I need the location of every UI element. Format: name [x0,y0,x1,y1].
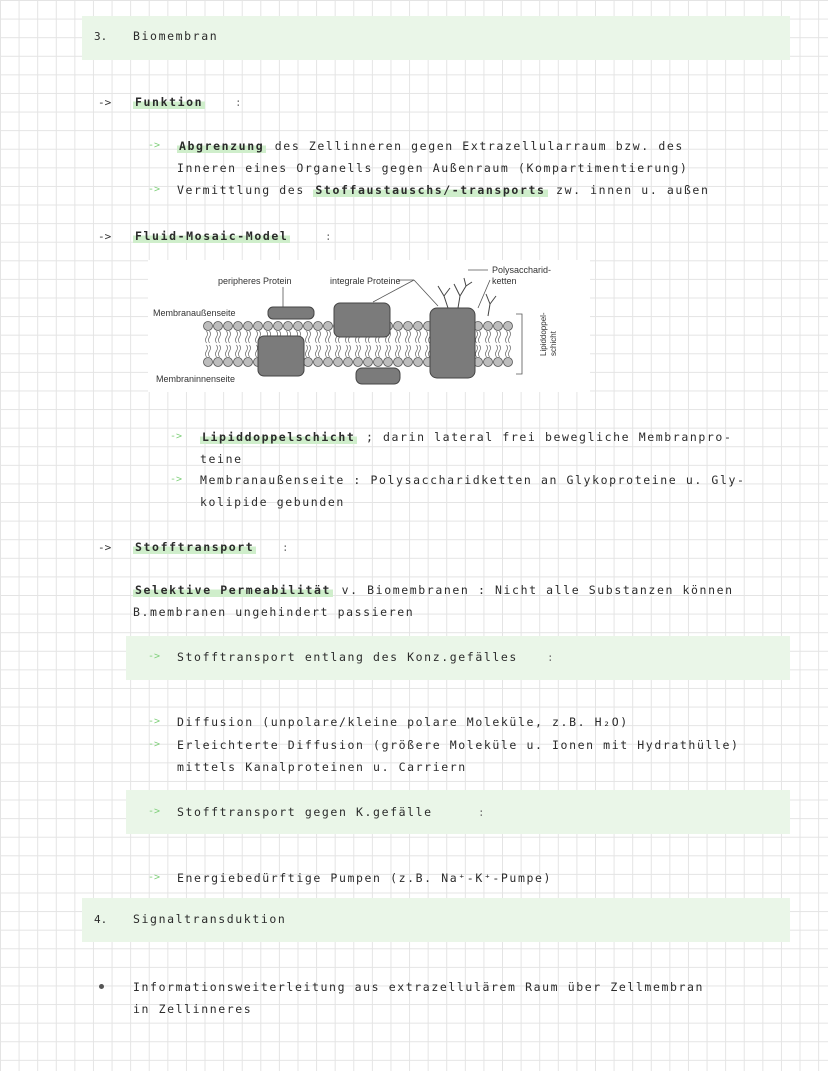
lipid-tail [359,345,361,357]
lipid-tail [366,345,368,357]
lipid-tail [419,331,421,343]
funktion-line-1: Abgrenzung des Zellinneren gegen Extrazellularraum bzw. des [179,139,684,153]
arrow-icon: -> [98,541,112,554]
lipid-head [404,358,413,367]
lipid-tail [479,331,481,343]
lipid-tail [239,345,241,357]
lipid-tail [326,345,328,357]
funktion-label: Funktion [135,95,204,109]
label-bilayer-2: schicht [549,331,558,356]
lipid-tail [216,345,218,357]
lipid-head [234,322,243,331]
lipid-head [214,358,223,367]
lipid-head [204,322,213,331]
fluid-note-3: Membranaußenseite : Polysaccharidketten an Glykoproteine u. Gly- [200,473,746,487]
sub1-item-3: mittels Kanalproteinen u. Carriern [177,760,467,774]
lipid-tail [316,345,318,357]
lipid-head [214,322,223,331]
transmembrane-protein [430,308,475,378]
peripheral-protein-bottom [356,368,400,384]
lipid-tail [379,345,381,357]
colon: : [282,541,289,554]
lipid-tail [346,345,348,357]
arrow-icon: -> [148,140,161,151]
lipid-tail [409,345,411,357]
lipid-tail [206,331,208,343]
lipid-head [244,322,253,331]
label-integral-proteins: integrale Proteine [330,276,401,286]
label-polysaccharid-1: Polysaccharid- [492,265,552,275]
lipid-tail [496,345,498,357]
lipid-tail [326,331,328,343]
lipid-tail [316,331,318,343]
colon: : [478,806,485,819]
lipid-tail [369,345,371,357]
lipid-tail [499,331,501,343]
lipid-tail [386,345,388,357]
lipid-head [484,358,493,367]
funktion-line-2: Inneren eines Organells gegen Außenraum (Kompartimentierung) [177,161,689,175]
lipid-head [494,358,503,367]
lipid-head [304,322,313,331]
lipid-tail [219,345,221,357]
colon: : [325,230,332,243]
lipid-tail [426,345,428,357]
lipid-tail [396,345,398,357]
lipid-tail [489,345,491,357]
lipid-tail [256,331,258,343]
lipid-head [414,322,423,331]
lipid-head [224,358,233,367]
fluid-note-4: kolipide gebunden [200,495,345,509]
lipid-tail [236,331,238,343]
section-4-title: Signaltransduktion [133,912,287,926]
lipid-tail [309,345,311,357]
lipid-head [244,358,253,367]
arrow-icon: -> [170,431,183,442]
peripheral-protein-top [268,307,314,319]
lipid-tail [486,331,488,343]
section-3-number: 3. [94,30,108,43]
lipid-head [364,358,373,367]
lipid-head [294,322,303,331]
arrow-icon: -> [148,716,161,727]
arrow-icon: -> [148,651,161,662]
signal-line-2: in Zellinneres [133,1002,253,1016]
lipid-tail [476,331,478,343]
lipid-tail [409,331,411,343]
lipid-head [204,358,213,367]
lipid-tail [406,331,408,343]
lipid-tail [399,331,401,343]
lipid-tail [206,345,208,357]
stofftransport-label: Stofftransport [135,540,255,554]
lipid-head [224,322,233,331]
membrane-diagram [148,260,590,392]
lipid-tail [506,345,508,357]
proteins [258,303,475,384]
lipid-tail [329,345,331,357]
lipid-tail [509,331,511,343]
lipid-tail [236,345,238,357]
lipid-head [494,322,503,331]
lipid-tail [399,345,401,357]
lipid-tail [256,345,258,357]
fluid-note-1: Lipiddoppelschicht ; darin lateral frei bewegliche Membranpro- [202,430,733,444]
lipid-tail [246,331,248,343]
fluid-note-2: teine [200,452,243,466]
lipid-tail [416,345,418,357]
lipid-head [404,322,413,331]
lipid-tail [489,331,491,343]
lipid-tail [306,331,308,343]
lipid-head [394,322,403,331]
lipid-tail [396,331,398,343]
lipid-tail [476,345,478,357]
colon: : [235,96,242,109]
lipid-tail [339,345,341,357]
lipid-head [334,358,343,367]
label-outside: Membranaußenseite [153,308,236,318]
lipid-tail [226,345,228,357]
fluid-mosaic-label: Fluid-Mosaic-Model [135,229,289,243]
lipid-head [484,322,493,331]
lipid-head [394,358,403,367]
lipid-tail [506,331,508,343]
lipid-tail [356,345,358,357]
lipid-tail [389,345,391,357]
arrow-icon: -> [98,230,112,243]
lipid-tail [319,331,321,343]
label-bilayer-1: Lipiddoppel- [539,312,548,356]
lipid-head [324,322,333,331]
integral-protein-left [258,336,304,376]
lipid-tail [216,331,218,343]
label-inside: Membraninnenseite [156,374,236,384]
lipid-tail [376,345,378,357]
stofftransport-intro-1: Selektive Permeabilität v. Biomembranen : Nicht alle Substanzen können [135,583,734,597]
funktion-line-3: Vermittlung des Stoffaustauschs/-transports zw. innen u. außen [177,183,710,197]
lipid-tail [249,331,251,343]
lipid-tail [246,345,248,357]
lipid-head [264,322,273,331]
label-polysaccharid-2: ketten [492,276,517,286]
lipid-head [374,358,383,367]
lipid-tail [509,345,511,357]
section-3-title: Biomembran [133,29,219,43]
arrow-icon: -> [148,872,161,883]
lipid-tail [499,345,501,357]
lipid-tail [229,331,231,343]
lipid-head [504,358,513,367]
lipid-head [314,322,323,331]
lipid-head [254,322,263,331]
lipid-tail [319,345,321,357]
label-peripheral-protein: peripheres Protein [218,276,292,286]
stofftransport-intro-2: B.membranen ungehindert passieren [133,605,415,619]
signal-line-1: Informationsweiterleitung aus extrazellulärem Raum über Zellmembran [133,980,705,994]
lipid-tail [419,345,421,357]
arrow-icon: -> [98,96,112,109]
lipid-tail [416,331,418,343]
bullet-icon [99,984,104,989]
lipid-tail [306,345,308,357]
lipid-tail [209,345,211,357]
lipid-tail [479,345,481,357]
lipid-head [304,358,313,367]
subsection-2-title: Stofftransport gegen K.gefälle [177,805,433,819]
lipid-head [354,358,363,367]
lipid-tail [496,331,498,343]
sub1-item-1: Diffusion (unpolare/kleine polare Moleküle, z.B. H₂O) [177,715,629,729]
lipid-tail [406,345,408,357]
lipid-head [284,322,293,331]
lipid-tail [249,345,251,357]
lipid-head [324,358,333,367]
lipid-tail [309,331,311,343]
lipid-head [234,358,243,367]
subsection-1-title: Stofftransport entlang des Konz.gefälles [177,650,518,664]
lipid-head [504,322,513,331]
lipid-head [274,322,283,331]
lipid-head [414,358,423,367]
lipid-tail [239,331,241,343]
arrow-icon: -> [148,184,161,195]
sub1-item-2: Erleichterte Diffusion (größere Moleküle u. Ionen mit Hydrathülle) [177,738,740,752]
arrow-icon: -> [170,474,183,485]
lipid-tail [229,345,231,357]
arrow-icon: -> [148,806,161,817]
lipid-head [344,358,353,367]
integral-protein-upper [334,303,390,337]
arrow-icon: -> [148,739,161,750]
lipid-tail [226,331,228,343]
lipid-tail [336,345,338,357]
lipid-head [384,358,393,367]
lipid-tail [209,331,211,343]
lipid-tail [426,331,428,343]
lipid-tail [349,345,351,357]
section-4-number: 4. [94,913,108,926]
lipid-head [314,358,323,367]
colon: : [547,651,554,664]
lipid-tail [486,345,488,357]
sub2-item-1: Energiebedürftige Pumpen (z.B. Na⁺-K⁺-Pumpe) [177,871,553,885]
lipid-tail [219,331,221,343]
lipid-tail [329,331,331,343]
